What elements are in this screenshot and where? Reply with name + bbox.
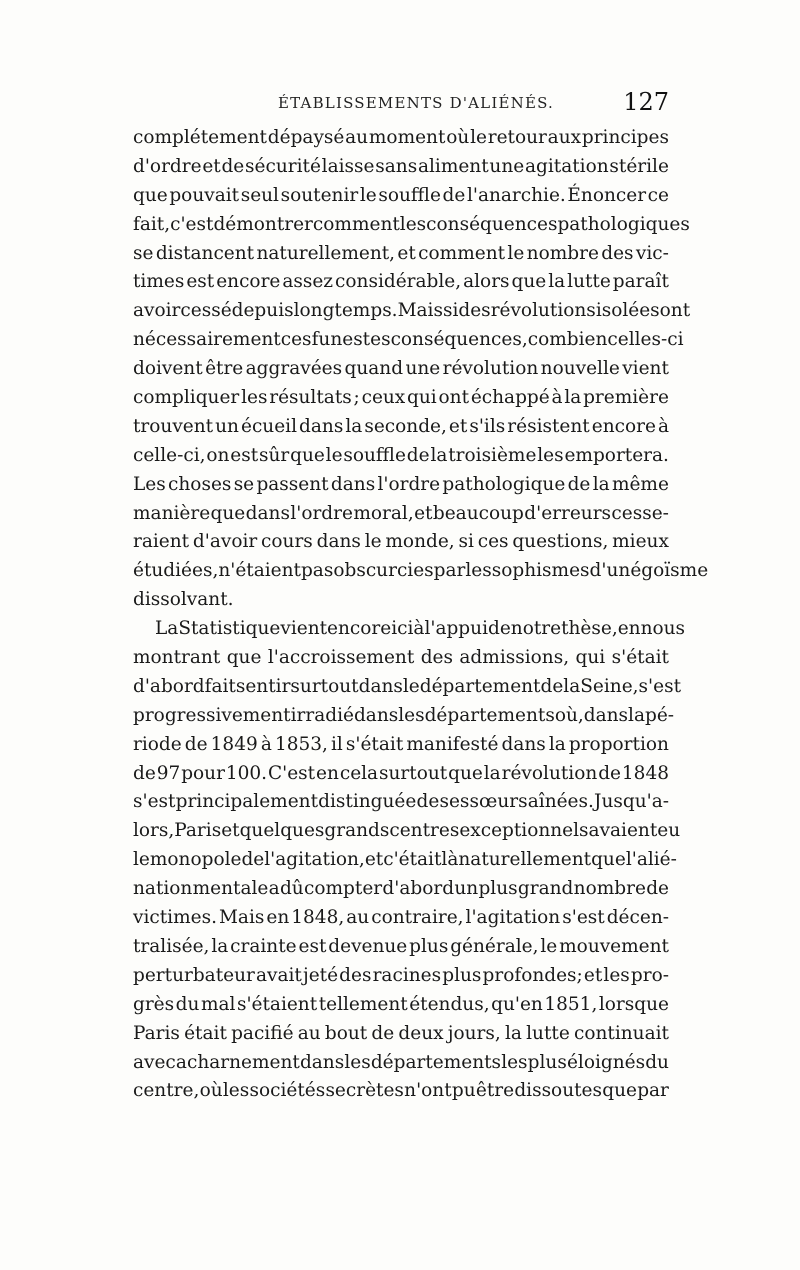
text-line: riode de 1849 à 1853, il s'était manifesté dans la proportion <box>133 733 669 755</box>
running-head <box>133 88 669 120</box>
text-line: le monopole de l'agitation, et c'était là naturellement que l'alié- <box>133 849 677 871</box>
text-line: montrant que l'accroissement des admissions, qui s'était <box>133 647 669 669</box>
text-line: fait, c'est démontrer comment les conséquences pathologiques <box>133 213 690 235</box>
text-line: perturbateur avait jeté des racines plus profondes; et les pro- <box>133 964 669 986</box>
text-line: doivent être aggravées quand une révolution nouvelle vient <box>133 358 669 380</box>
text-line: celle-ci, on est sûr que le souffle de la troisième les emportera. <box>133 444 669 466</box>
text-line: manière que dans l'ordre moral, et beaucoup d'erreurs cesse- <box>133 502 669 524</box>
text-line: se distancent naturellement, et comment le nombre des vic- <box>133 242 669 264</box>
text-line: centre, où les sociétés secrètes n'ont pu être dissoutes que par <box>133 1080 669 1102</box>
text-line: d'abord fait sentir surtout dans le département de la Seine, s'est <box>133 675 682 697</box>
text-line: compliquer les résultats ; ceux qui ont échappé à la première <box>133 387 669 409</box>
text-line: trouvent un écueil dans la seconde, et s'ils résistent encore à <box>133 415 669 437</box>
text-line: grès du mal s'étaient tellement étendus, qu'en 1851, lorsque <box>133 993 669 1015</box>
text-line: d'ordre et de sécurité laisse sans aliment une agitation stérile <box>133 155 669 177</box>
page-number: 127 <box>623 88 669 116</box>
text-line: times est encore assez considérable, alors que la lutte paraît <box>133 271 669 293</box>
text-line: raient d'avoir cours dans le monde, si ces questions, mieux <box>133 531 669 553</box>
text-line: dissolvant. <box>133 589 234 611</box>
text-line: étudiées, n'étaient pas obscurcies par les sophismes d'un égoïsme <box>133 560 709 582</box>
text-line: tralisée, la crainte est devenue plus générale, le mouvement <box>133 935 669 957</box>
text-line: lors, Paris et quelques grands centres exceptionnels avaient eu <box>133 820 681 842</box>
text-line: complétement dépaysé au moment où le retour aux principes <box>133 127 669 148</box>
text-line: victimes. Mais en 1848, au contraire, l'agitation s'est décen- <box>133 907 669 929</box>
text-line: La Statistique vient encore ici à l'appui de notre thèse, en nous <box>155 618 686 640</box>
text-line: nation mentale a dû compter d'abord un plus grand nombre de <box>133 878 669 900</box>
text-line: avoir cessé depuis longtemps. Mais si des révolutions isolées ont <box>133 300 691 322</box>
text-line: que pouvait seul soutenir le souffle de l'anarchie. Énoncer ce <box>133 184 669 206</box>
text-line: Les choses se passent dans l'ordre pathologique de la même <box>133 473 669 495</box>
running-title: ÉTABLISSEMENTS D'ALIÉNÉS. <box>278 94 554 112</box>
text-line: avec acharnement dans les départements les plus éloignés du <box>133 1051 669 1073</box>
text-line: progressivement irradié dans les départements où, dans la pé- <box>133 704 675 726</box>
text-line: de 97 pour 100. C'est en cela surtout que la révolution de 1848 <box>133 762 669 784</box>
body-text <box>133 124 709 1106</box>
text-line: Paris était pacifié au bout de deux jours, la lutte continuait <box>133 1022 669 1044</box>
text-line: nécessairement ces funestes conséquences, combien celles-ci <box>133 329 684 351</box>
text-line: s'est principalement distinguée de ses sœurs aînées. Jusqu'a- <box>133 791 669 813</box>
